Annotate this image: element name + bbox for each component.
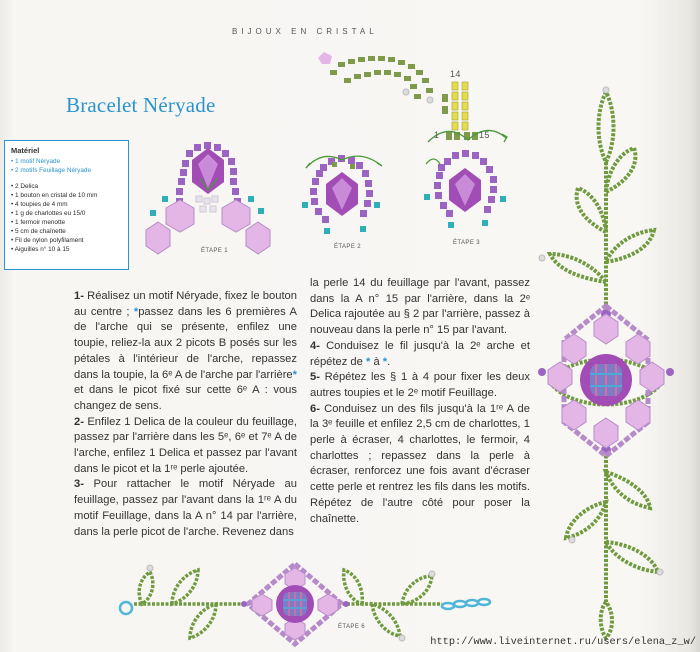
material-pattern: • 2 motifs Feuillage Néryade (11, 167, 92, 174)
material-item: • 5 cm de chaînette (11, 228, 66, 235)
material-item: • 1 fermoir menotte (11, 219, 66, 226)
step3-label: ÉTAPE 3 (453, 240, 481, 246)
page-title: Bracelet Néryade (66, 93, 216, 117)
step-number: 3- (74, 478, 84, 491)
material-item: • 4 toupies de 4 mm (11, 201, 68, 208)
star-marker: * (382, 355, 388, 368)
bracelet-horizontal-illustration (112, 554, 502, 644)
step-3-paragraph (74, 477, 297, 540)
step-text: à (370, 355, 383, 368)
step-text: passez dans les 6 premières A de l'arche qui se présente, enfilez une toupie, reliez-la aux 2 picots B posés sur les pétales à l'intérieur de l'arche, repassez dans la toupie, la 6ᵉ A de l'arche par l'arrière (74, 305, 297, 381)
source-url: http://www.liveinternet.ru/users/elena_z_w/ (430, 636, 696, 648)
step-4-paragraph (310, 339, 530, 370)
step3-diagram (418, 80, 518, 240)
step1-label: ÉTAPE 1 (201, 248, 229, 254)
step-text: Conduisez un des fils jusqu'à la 1ʳᵉ A de la 3ᵉ feuille et enfilez 2,5 cm de charlottes, 1 perle à écraser, 4 charlottes, le fermoir, 4 charlottes ; repassez dans la perle à écraser, renforcez une fois avant d'écraser cette perle et rentrez les fils dans les motifs. Répétez de l'autre côté pour poser la chaînette. (310, 402, 530, 525)
step-5-paragraph (310, 370, 530, 401)
step-6-paragraph (310, 402, 530, 528)
page-header: BIJOUX EN CRISTAL (232, 27, 378, 36)
star-marker: * (292, 368, 297, 381)
step-number: 1- (74, 290, 84, 302)
bead-label-15: 15 (479, 130, 490, 140)
bracelet-vertical-illustration (530, 82, 690, 642)
step1-diagram (140, 138, 290, 263)
step-text: Répétez les § 1 à 4 pour fixer les deux autres toupies et le 2ᵉ motif Feuillage. (310, 371, 530, 399)
material-item: • 1 bouton en cristal de 10 mm (11, 192, 98, 199)
bead-label-1: 1 (434, 130, 440, 140)
step-number: 6- (310, 402, 320, 415)
step-text: Réalisez un motif Néryade, fixez le bouton au centre ; (74, 290, 297, 318)
material-item: • Aiguilles n° 10 à 15 (11, 246, 70, 253)
step-text: Conduisez le fil jusqu'à la 2ᵉ arche et répétez de (310, 339, 530, 368)
step2-label: ÉTAPE 2 (334, 244, 362, 250)
materials-box (4, 140, 129, 270)
material-item: • 1 g de charlottes eu 15/0 (11, 210, 86, 217)
step2-diagram (302, 150, 392, 245)
star-marker: * (365, 355, 371, 368)
material-item: • Fil de nylon polyfilament (11, 237, 84, 244)
step-2-paragraph (74, 415, 297, 478)
materials-heading: Matériel (11, 146, 40, 155)
star-marker: * (133, 305, 139, 318)
step-text: Pour rattacher le motif Néryade au feuillage, passez par l'avant dans la 1ʳᵉ A du motif Feuillage, dans la A n° 14 par l'arrière, dans la perle picot de l'arche. Revenez dans (74, 478, 297, 538)
step-number: 5- (310, 371, 320, 384)
step-number: 4- (310, 339, 320, 352)
material-pattern: • 1 motif Néryade (11, 158, 61, 165)
step-1-paragraph (74, 289, 297, 415)
bead-label-14: 14 (450, 69, 461, 79)
material-item: • 2 Delica (11, 183, 39, 190)
instructions-column-left (74, 289, 297, 540)
instructions-column-right (310, 276, 530, 527)
step-3-continued: la perle 14 du feuillage par l'avant, passez dans la A n° 15 par l'arrière, dans la 2ᵉ Delica rajoutée au § 2 par l'arrière, passez à nouveau dans la perle n° 15 par l'avant. (310, 277, 530, 337)
step6-label: ÉTAPE 6 (338, 624, 366, 630)
step-text: Enfilez 1 Delica de la couleur du feuillage, passez par l'arrière dans les 5ᵉ, 6ᵉ et 7ᵉ A de l'arche, enfilez 1 Delica et passez par l'avant dans le picot et la 1ʳᵉ perle ajoutée. (74, 415, 297, 475)
step-text: . (387, 355, 391, 368)
step-number: 2- (74, 415, 84, 428)
step-text: et dans le picot fixé sur cette 6ᵉ A : vous changez de sens. (74, 384, 297, 412)
